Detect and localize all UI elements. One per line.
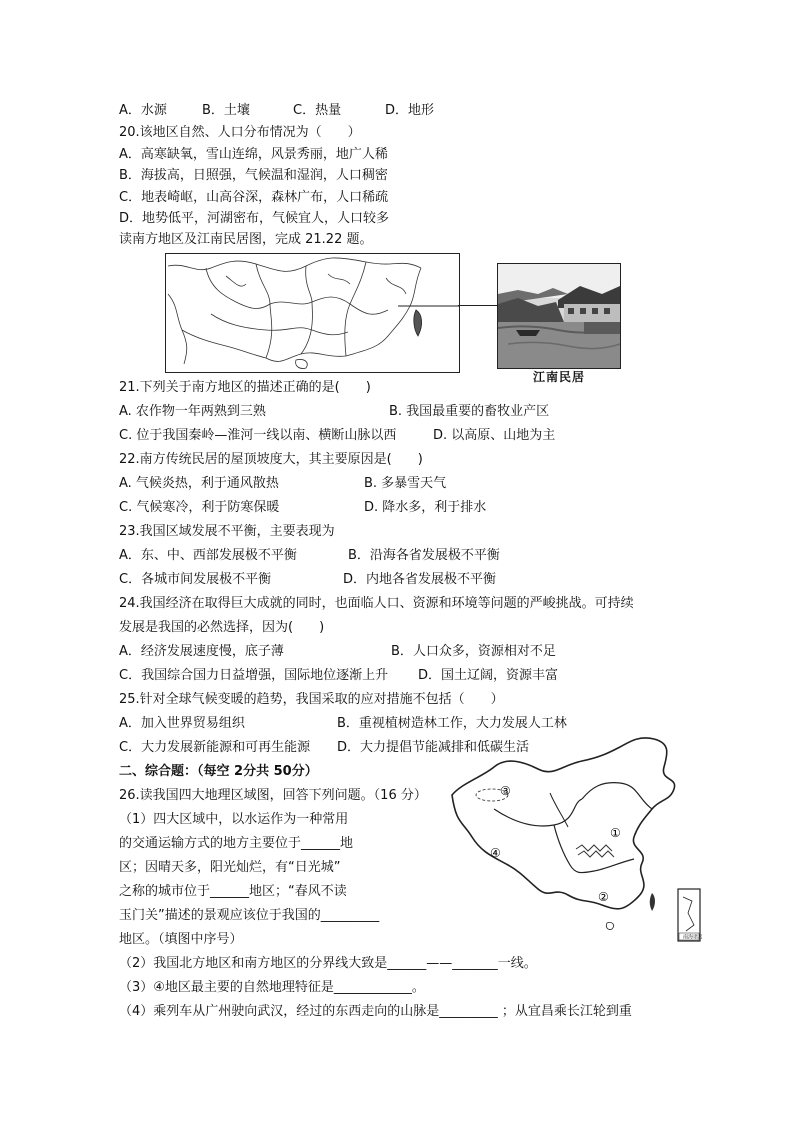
intro-21-22: 读南方地区及江南民居图，完成 21.22 题。 xyxy=(119,232,373,247)
map-label-3: ③ xyxy=(500,784,511,798)
photo-caption: 江南民居 xyxy=(533,370,586,384)
question-24-line2: 发展是我国的必然选择，因为( ) xyxy=(119,620,325,635)
q25-option-b: B．重视植树造林工作，大力发展人工林 xyxy=(337,716,567,731)
q24-option-d: D．国土辽阔，资源丰富 xyxy=(418,668,559,683)
q20-option-a: A．高寒缺氧，雪山连绵，风景秀丽，地广人稀 xyxy=(119,147,388,162)
q23-option-a: A．东、中、西部发展极不平衡 xyxy=(119,548,297,563)
inset-label: 南海诸岛 xyxy=(683,934,702,941)
q24-option-b: B．人口众多，资源相对不足 xyxy=(391,644,556,659)
map-label-1: ① xyxy=(610,826,621,840)
q25-option-d: D．大力提倡节能减排和低碳生活 xyxy=(337,740,530,755)
q26-part1-line6: 地区。（填图中序号） xyxy=(119,932,243,947)
question-22: 22.南方传统民居的屋顶坡度大，其主要原因是( ) xyxy=(119,452,423,467)
leader-line xyxy=(458,303,498,309)
map-label-4: ④ xyxy=(490,846,501,860)
q26-part2: （2）我国北方地区和南方地区的分界线大致是______——_______一线。 xyxy=(119,956,537,971)
q26-part1-line1: （1）四大区域中，以水运作为一种常用 xyxy=(119,812,349,827)
q21-option-d: D. 以高原、山地为主 xyxy=(433,428,556,443)
q21-option-a: A. 农作物一年两熟到三熟 xyxy=(119,404,266,419)
q26-part1-line4: 之称的城市位于______地区；“春风不读 xyxy=(119,884,347,899)
question-24-line1: 24.我国经济在取得巨大成就的同时，也面临人口、资源和环境等问题的严峻挑战。可持续 xyxy=(119,596,634,611)
china-regions-map-drawing xyxy=(442,733,702,948)
q23-option-c: C．各城市间发展极不平衡 xyxy=(119,572,272,587)
q22-option-d: D. 降水多，利于排水 xyxy=(364,500,487,515)
section-2-heading: 二、综合题：（每空 2分共 50分） xyxy=(119,764,318,779)
q26-part1-line3: 区；因晴天多，阳光灿烂，有“日光城” xyxy=(119,860,341,875)
q20-option-b: B．海拔高，日照强，气候温和湿润，人口稠密 xyxy=(119,168,388,183)
q22-option-b: B. 多暴雪天气 xyxy=(364,476,447,491)
q19-option-c: C．热量 xyxy=(293,103,342,118)
south-china-map xyxy=(165,253,460,373)
q26-part1-line2: 的交通运输方式的地方主要位于______地 xyxy=(119,836,354,851)
q23-option-d: D．内地各省发展极不平衡 xyxy=(343,572,497,587)
map-label-2: ② xyxy=(598,890,609,904)
q21-option-c: C. 位于我国秦岭—淮河一线以南、横断山脉以西 xyxy=(119,428,397,443)
q24-option-c: C．我国综合国力日益增强，国际地位逐渐上升 xyxy=(119,668,389,683)
jiangnan-residence-picture xyxy=(498,264,620,368)
q25-option-a: A．加入世界贸易组织 xyxy=(119,716,245,731)
q21-option-b: B. 我国最重要的畜牧业产区 xyxy=(389,404,550,419)
q22-option-a: A. 气候炎热，利于通风散热 xyxy=(119,476,279,491)
q19-option-b: B．土壤 xyxy=(202,103,250,118)
jiangnan-residence-photo xyxy=(497,263,621,369)
q22-option-c: C. 气候寒冷，利于防寒保暖 xyxy=(119,500,280,515)
q26-part3: （3）④地区最主要的自然地理特征是____________。 xyxy=(119,980,425,995)
question-23: 23.我国区域发展不平衡，主要表现为 xyxy=(119,524,335,539)
china-regions-map xyxy=(442,733,702,948)
q26-part1-line5: 玉门关”描述的景观应该位于我国的_________ xyxy=(119,908,380,923)
question-21: 21.下列关于南方地区的描述正确的是( ) xyxy=(119,380,371,395)
question-20: 20.该地区自然、人口分布情况为（ ） xyxy=(119,125,361,140)
q25-option-c: C．大力发展新能源和可再生能源 xyxy=(119,740,311,755)
question-25: 25.针对全球气候变暖的趋势，我国采取的应对措施不包括（ ） xyxy=(119,692,504,707)
q20-option-c: C．地表崎岖，山高谷深，森林广布，人口稀疏 xyxy=(119,190,389,205)
q19-option-d: D．地形 xyxy=(385,103,435,118)
question-26: 26.读我国四大地理区域图，回答下列问题。（16 分） xyxy=(119,788,427,803)
q26-part4: （4）乘列车从广州驶向武汉，经过的东西走向的山脉是_________ ；从宜昌乘长江轮到重 xyxy=(119,1004,632,1019)
q19-option-a: A．水源 xyxy=(119,103,167,118)
south-china-map-drawing xyxy=(166,254,459,372)
q20-option-d: D．地势低平，河湖密布，气候宜人，人口较多 xyxy=(119,211,390,226)
q23-option-b: B．沿海各省发展极不平衡 xyxy=(348,548,500,563)
q24-option-a: A．经济发展速度慢，底子薄 xyxy=(119,644,284,659)
